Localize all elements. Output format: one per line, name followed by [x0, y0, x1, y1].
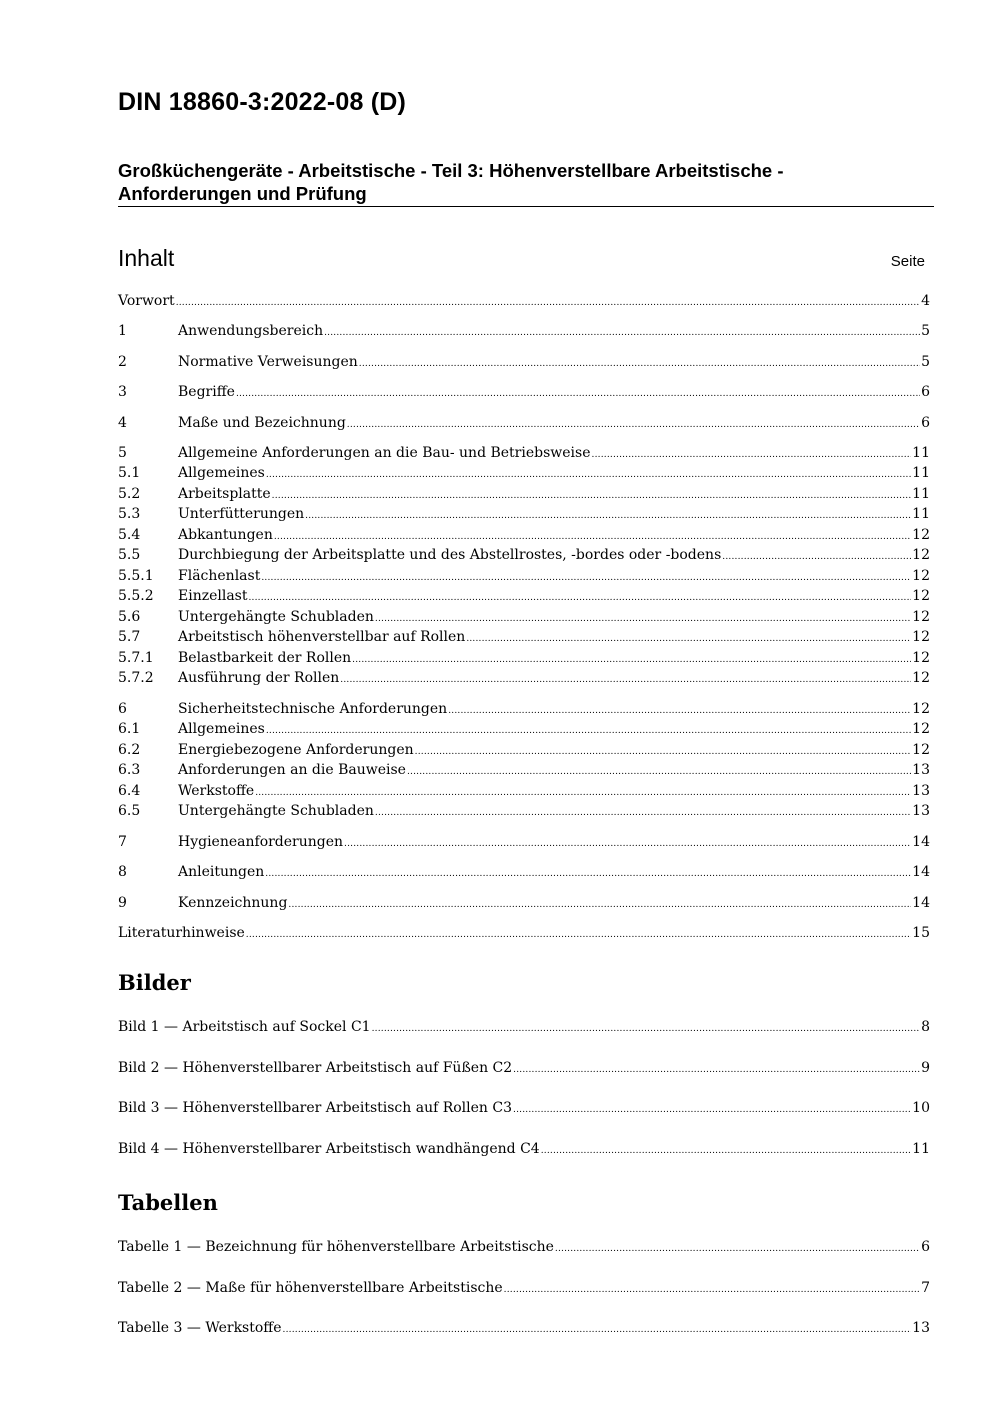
toc-entry-title: Anleitungen [178, 864, 265, 881]
figure-entry-title: Bild 2 — Höhenverstellbarer Arbeitstisch auf Füßen C2 [118, 1059, 513, 1076]
table-entry-title: Tabelle 3 — Werkstoffe [118, 1320, 282, 1336]
toc-entry-title: Belastbarkeit der Rollen [178, 649, 352, 666]
toc-entry-5-3[interactable] [118, 504, 930, 525]
table-entry-page: 7 [921, 1279, 930, 1296]
toc-entry-number: 6.2 [118, 741, 141, 758]
toc-leader-dots [272, 489, 912, 503]
toc-entry-number: 5.1 [118, 465, 141, 482]
toc-entry-number: 5.3 [118, 506, 141, 523]
toc-leader-dots [340, 673, 911, 687]
toc-entry-number: 5.5.1 [118, 567, 154, 584]
toc-entry-6[interactable] [118, 699, 930, 720]
toc-leader-dots [352, 653, 911, 667]
toc-entry-number: 5.2 [118, 485, 141, 502]
toc-leader-dots [541, 1144, 911, 1158]
toc-entry-title: Arbeitstisch höhenverstellbar auf Rollen [178, 629, 466, 646]
toc-entry-number: 5.5 [118, 547, 141, 564]
toc-entry-title: Kennzeichnung [178, 894, 288, 911]
toc-leader-dots [324, 326, 920, 340]
document-title [118, 159, 933, 205]
toc-entry-number: 6 [118, 700, 127, 717]
toc-leader-dots [513, 1063, 920, 1077]
toc-entry-title: Durchbiegung der Arbeitsplatte und des Abstellrostes, -bordes oder -bodens [178, 547, 722, 564]
toc-entry-5-5-1[interactable] [118, 566, 930, 587]
toc-entry-title: Unterfütterungen [178, 506, 305, 523]
toc-entry-page: 15 [912, 924, 930, 941]
figures-list [118, 1016, 930, 1178]
document-id: DIN 18860-3:2022-08 (D) [118, 88, 407, 116]
toc-entry-page: 12 [912, 649, 930, 666]
toc-entry-title: Untergehängte Schubladen [178, 608, 374, 625]
toc-entry-title: Anwendungsbereich [178, 323, 324, 340]
toc-leader-dots [466, 632, 911, 646]
toc-entry-5-7-2[interactable] [118, 668, 930, 689]
toc-leader-dots [236, 387, 920, 401]
toc-entry-5-1[interactable] [118, 463, 930, 484]
toc-entry-5-5-2[interactable] [118, 586, 930, 607]
toc-entry-5-7[interactable] [118, 627, 930, 648]
toc-entry-6-2[interactable] [118, 740, 930, 761]
toc-entry-6-5[interactable] [118, 801, 930, 822]
table-entry-page: 13 [912, 1320, 930, 1336]
toc-entry-title: Ausführung der Rollen [178, 670, 340, 687]
toc-leader-dots [274, 530, 911, 544]
toc-entry-9[interactable] [118, 893, 930, 914]
toc-entry-8[interactable] [118, 862, 930, 883]
toc-entry-page: 12 [912, 700, 930, 717]
toc-entry-title: Begriffe [178, 384, 235, 401]
toc-leader-dots [288, 898, 911, 912]
toc-leader-dots [261, 571, 911, 585]
table-of-contents [118, 291, 930, 943]
toc-entry-page: 14 [912, 894, 930, 911]
table-entry-title: Tabelle 2 — Maße für höhenverstellbare Arbeitstische [118, 1279, 503, 1296]
toc-entry-page: 4 [921, 293, 930, 309]
figure-entry-2[interactable] [118, 1057, 930, 1079]
toc-entry-page: 14 [912, 833, 930, 850]
toc-entry-5-5[interactable] [118, 545, 930, 566]
toc-entry-page: 12 [912, 526, 930, 543]
table-entry-3[interactable] [118, 1317, 930, 1339]
toc-entry-page: 12 [912, 721, 930, 738]
document-title-line-2: Anforderungen und Prüfung [118, 183, 367, 204]
toc-entry-title: Flächenlast [178, 567, 261, 584]
toc-entry-page: 13 [912, 762, 930, 779]
toc-entry-title: Arbeitsplatte [178, 485, 271, 502]
document-title-line-1: Großküchengeräte - Arbeitstische - Teil 3: Höhenverstellbare Arbeitstische - [118, 160, 784, 181]
figure-entry-title: Bild 1 — Arbeitstisch auf Sockel C1 [118, 1019, 371, 1035]
toc-entry-page: 12 [912, 608, 930, 625]
toc-entry-page: 13 [912, 782, 930, 799]
toc-leader-dots [415, 745, 912, 759]
toc-leader-dots [359, 357, 920, 371]
toc-entry-4[interactable] [118, 413, 930, 434]
toc-entry-page: 11 [912, 506, 930, 523]
toc-entry-page: 12 [912, 741, 930, 758]
toc-entry-number: 8 [118, 864, 127, 881]
toc-entry-title: Allgemeines [178, 721, 265, 738]
toc-entry-number: 1 [118, 323, 127, 340]
toc-entry-5-4[interactable] [118, 525, 930, 546]
toc-entry-6-1[interactable] [118, 719, 930, 740]
toc-leader-dots [255, 786, 911, 800]
toc-leader-dots [407, 765, 911, 779]
toc-page-label: Seite [890, 253, 925, 270]
toc-entry-title: Anforderungen an die Bauweise [178, 762, 406, 779]
toc-leader-dots [722, 550, 911, 564]
toc-entry-number: 5 [118, 444, 127, 461]
toc-entry-page: 14 [912, 864, 930, 881]
toc-entry-number: 2 [118, 353, 127, 370]
toc-leader-dots [504, 1283, 920, 1297]
tables-heading: Tabellen [118, 1190, 218, 1215]
toc-leader-dots [513, 1103, 911, 1117]
toc-leader-dots [176, 296, 920, 310]
toc-entry-number: 6.4 [118, 782, 141, 799]
toc-entry-number: 5.7.1 [118, 649, 154, 666]
toc-entry-1[interactable] [118, 321, 930, 342]
toc-entry-number: 6.3 [118, 762, 141, 779]
toc-entry-vorwort[interactable] [118, 291, 930, 312]
toc-entry-title: Untergehängte Schubladen [178, 803, 374, 820]
toc-leader-dots [305, 509, 911, 523]
toc-entry-number: 5.6 [118, 608, 141, 625]
table-entry-1[interactable] [118, 1236, 930, 1258]
toc-entry-5-6[interactable] [118, 607, 930, 628]
toc-entry-5[interactable] [118, 443, 930, 464]
table-entry-title: Tabelle 1 — Bezeichnung für höhenverstellbare Arbeitstische [118, 1239, 554, 1255]
toc-entry-title: Abkantungen [178, 526, 273, 543]
toc-entry-title: Normative Verweisungen [178, 353, 358, 370]
toc-entry-title: Vorwort [118, 293, 175, 309]
toc-entry-3[interactable] [118, 382, 930, 403]
toc-entry-page: 12 [912, 629, 930, 646]
toc-entry-number: 5.7.2 [118, 670, 154, 687]
figure-entry-title: Bild 3 — Höhenverstellbarer Arbeitstisch auf Rollen C3 [118, 1100, 513, 1116]
toc-entry-6-4[interactable] [118, 781, 930, 802]
figure-entry-title: Bild 4 — Höhenverstellbarer Arbeitstisch wandhängend C4 [118, 1140, 540, 1157]
table-entry-page: 6 [921, 1239, 930, 1255]
toc-leader-dots [592, 448, 912, 462]
toc-entry-number: 5.5.2 [118, 588, 154, 605]
toc-entry-number: 7 [118, 833, 127, 850]
toc-entry-page: 6 [921, 414, 930, 431]
figure-entry-3[interactable] [118, 1097, 930, 1119]
toc-entry-number: 5.4 [118, 526, 141, 543]
toc-entry-page: 12 [912, 670, 930, 687]
figure-entry-page: 9 [921, 1059, 930, 1076]
toc-entry-number: 6.5 [118, 803, 141, 820]
toc-entry-page: 11 [912, 444, 930, 461]
figure-entry-4[interactable] [118, 1138, 930, 1160]
toc-entry-title: Hygieneanforderungen [178, 833, 344, 850]
toc-entry-title: Maße und Bezeichnung [178, 414, 346, 431]
table-entry-2[interactable] [118, 1277, 930, 1299]
toc-entry-page: 12 [912, 547, 930, 564]
toc-entry-number: 3 [118, 384, 127, 401]
toc-entry-page: 11 [912, 465, 930, 482]
toc-leader-dots [344, 837, 911, 851]
figure-entry-page: 8 [921, 1019, 930, 1035]
toc-leader-dots [266, 724, 911, 738]
toc-entry-title: Werkstoffe [178, 782, 255, 799]
title-divider [118, 206, 934, 207]
toc-entry-title: Allgemeines [178, 465, 265, 482]
toc-entry-title: Sicherheitstechnische Anforderungen [178, 700, 448, 717]
toc-leader-dots [249, 591, 912, 605]
figure-entry-page: 10 [912, 1100, 930, 1116]
toc-entry-page: 12 [912, 567, 930, 584]
toc-entry-title: Energiebezogene Anforderungen [178, 741, 414, 758]
toc-leader-dots [265, 867, 911, 881]
toc-entry-number: 5.7 [118, 629, 141, 646]
figure-entry-page: 11 [912, 1140, 930, 1157]
toc-entry-page: 5 [921, 323, 930, 340]
figure-entry-1[interactable] [118, 1016, 930, 1038]
toc-entry-5-2[interactable] [118, 484, 930, 505]
toc-entry-7[interactable] [118, 832, 930, 853]
toc-entry-number: 4 [118, 414, 127, 431]
toc-leader-dots [375, 612, 911, 626]
toc-entry-literaturhinweise[interactable] [118, 923, 930, 944]
toc-leader-dots [448, 704, 911, 718]
toc-entry-5-7-1[interactable] [118, 648, 930, 669]
toc-entry-number: 9 [118, 894, 127, 911]
toc-entry-2[interactable] [118, 352, 930, 373]
toc-entry-title: Einzellast [178, 588, 248, 605]
figures-heading: Bilder [118, 970, 191, 995]
toc-entry-title: Allgemeine Anforderungen an die Bau- und Betriebsweise [178, 444, 591, 461]
tables-list [118, 1236, 930, 1358]
toc-leader-dots [283, 1323, 912, 1337]
toc-leader-dots [266, 468, 911, 482]
toc-entry-page: 11 [912, 485, 930, 502]
toc-entry-page: 5 [921, 353, 930, 370]
toc-entry-6-3[interactable] [118, 760, 930, 781]
toc-entry-title: Literaturhinweise [118, 924, 245, 941]
toc-entry-page: 12 [912, 588, 930, 605]
toc-leader-dots [555, 1242, 920, 1256]
toc-leader-dots [372, 1022, 921, 1036]
toc-leader-dots [246, 928, 911, 942]
toc-entry-number: 6.1 [118, 721, 141, 738]
toc-heading: Inhalt [118, 245, 175, 271]
toc-entry-page: 13 [912, 803, 930, 820]
toc-entry-page: 6 [921, 384, 930, 401]
toc-leader-dots [375, 806, 911, 820]
toc-leader-dots [347, 418, 920, 432]
